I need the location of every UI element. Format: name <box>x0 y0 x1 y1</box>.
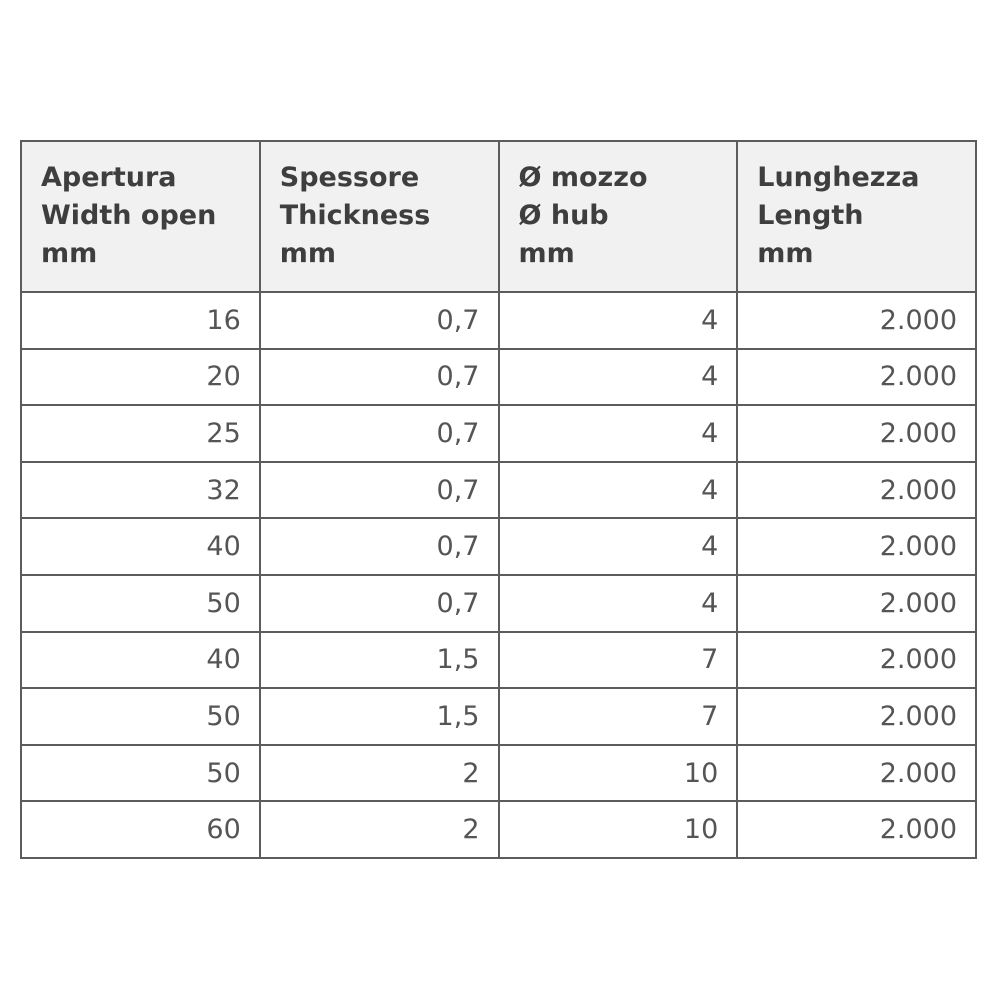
cell-width-open: 50 <box>21 745 260 802</box>
header-label-en: Width open <box>41 200 217 231</box>
header-row <box>21 141 976 292</box>
cell-hub-diameter: 7 <box>499 632 738 689</box>
cell-thickness: 2 <box>260 801 499 858</box>
table-row <box>21 632 976 689</box>
header-unit: mm <box>757 238 814 269</box>
header-hub-diameter <box>499 141 738 292</box>
cell-width-open: 20 <box>21 349 260 406</box>
table-row <box>21 405 976 462</box>
cell-thickness: 0,7 <box>260 518 499 575</box>
header-label-en: Thickness <box>279 200 431 231</box>
table-row <box>21 349 976 406</box>
cell-hub-diameter: 10 <box>499 801 738 858</box>
cell-length: 2.000 <box>737 688 976 745</box>
cell-thickness: 0,7 <box>260 292 499 349</box>
cell-width-open: 25 <box>21 405 260 462</box>
cell-width-open: 50 <box>21 575 260 632</box>
cell-thickness: 0,7 <box>260 349 499 406</box>
cell-width-open: 40 <box>21 632 260 689</box>
cell-thickness: 0,7 <box>260 575 499 632</box>
table-row <box>21 518 976 575</box>
cell-hub-diameter: 4 <box>499 518 738 575</box>
cell-length: 2.000 <box>737 518 976 575</box>
header-label-it: Apertura <box>41 162 177 193</box>
cell-width-open: 16 <box>21 292 260 349</box>
cell-hub-diameter: 4 <box>499 405 738 462</box>
cell-length: 2.000 <box>737 405 976 462</box>
table-row <box>21 462 976 519</box>
table-row <box>21 801 976 858</box>
header-label-it: Spessore <box>279 162 420 193</box>
cell-length: 2.000 <box>737 575 976 632</box>
header-width-open <box>21 141 260 292</box>
table-row <box>21 688 976 745</box>
cell-thickness: 1,5 <box>260 632 499 689</box>
cell-length: 2.000 <box>737 632 976 689</box>
header-thickness <box>260 141 499 292</box>
header-unit: mm <box>41 238 98 269</box>
cell-length: 2.000 <box>737 462 976 519</box>
table-row <box>21 745 976 802</box>
cell-thickness: 1,5 <box>260 688 499 745</box>
cell-hub-diameter: 4 <box>499 349 738 406</box>
cell-width-open: 32 <box>21 462 260 519</box>
spec-table <box>20 140 977 859</box>
cell-width-open: 40 <box>21 518 260 575</box>
cell-hub-diameter: 7 <box>499 688 738 745</box>
header-unit: mm <box>279 238 337 269</box>
cell-hub-diameter: 4 <box>499 292 738 349</box>
cell-hub-diameter: 10 <box>499 745 738 802</box>
cell-thickness: 2 <box>260 745 499 802</box>
header-label-en: Length <box>757 200 864 231</box>
table-row <box>21 575 976 632</box>
cell-thickness: 0,7 <box>260 462 499 519</box>
cell-hub-diameter: 4 <box>499 575 738 632</box>
cell-width-open: 60 <box>21 801 260 858</box>
header-label-it: Lunghezza <box>757 162 920 193</box>
cell-thickness: 0,7 <box>260 405 499 462</box>
header-unit: mm <box>518 238 575 269</box>
table-row <box>21 292 976 349</box>
header-label-en: Ø hub <box>518 200 609 231</box>
cell-length: 2.000 <box>737 801 976 858</box>
header-length <box>737 141 976 292</box>
cell-length: 2.000 <box>737 292 976 349</box>
cell-length: 2.000 <box>737 349 976 406</box>
cell-hub-diameter: 4 <box>499 462 738 519</box>
cell-length: 2.000 <box>737 745 976 802</box>
cell-width-open: 50 <box>21 688 260 745</box>
header-label-it: Ø mozzo <box>518 162 648 193</box>
